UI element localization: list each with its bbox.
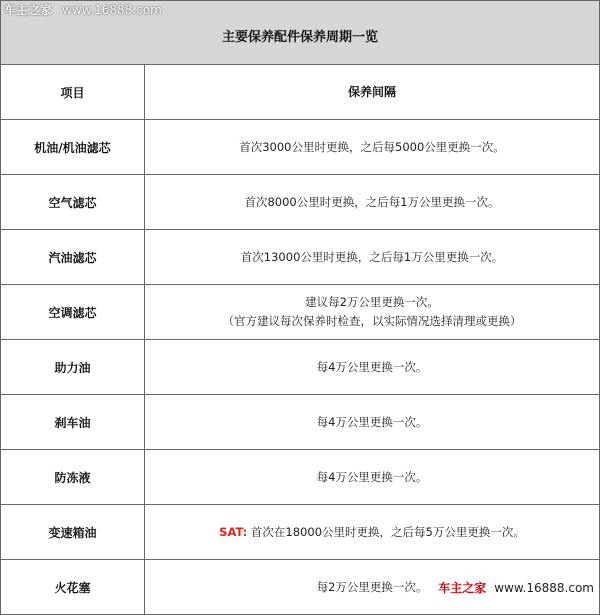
bottom-watermark (438, 579, 594, 597)
watermark-url: www.16888.com (62, 3, 162, 17)
row-item: 汽油滤芯 (1, 230, 145, 284)
row-interval (145, 395, 599, 449)
row-item: 空调滤芯 (1, 285, 145, 339)
row-item: 火花塞 (1, 560, 145, 614)
table-row (0, 230, 600, 285)
table-row (0, 285, 600, 340)
table-row (0, 395, 600, 450)
interval-note: （官方建议每次保养时检查，以实际情况选择清理或更换） (222, 314, 522, 328)
table-row (0, 175, 600, 230)
row-interval (145, 450, 599, 504)
table-title-text: 主要保养配件保养周期一览 (221, 30, 378, 45)
watermark-url: www.16888.com (494, 581, 594, 595)
row-item: 空气滤芯 (1, 175, 145, 229)
interval-text: 每4万公里更换一次。 (316, 414, 428, 429)
table-header-row (0, 65, 600, 120)
interval-text: 首次在18000公里时更换，之后每5万公里更换一次。 (250, 524, 525, 539)
interval-text: 首次13000公里时更换，之后每1万公里更换一次。 (240, 249, 504, 264)
watermark-brand: 车主之家 (4, 3, 53, 17)
table-row (0, 505, 600, 560)
row-interval (145, 340, 599, 394)
watermark-brand: 车主之家 (438, 581, 487, 595)
row-item: 变速箱油 (1, 505, 145, 559)
interval-text: 每2万公里更换一次。 (316, 579, 428, 594)
header-interval (145, 65, 599, 119)
header-interval-text: 保养间隔 (347, 84, 396, 99)
interval-text: 每4万公里更换一次。 (316, 469, 428, 484)
interval-text: 建议每2万公里更换一次。 (305, 295, 439, 309)
row-item: 刹车油 (1, 395, 145, 449)
header-item: 项目 (1, 65, 145, 119)
row-interval (145, 505, 599, 559)
table-row (0, 120, 600, 175)
row-item: 机油/机油滤芯 (1, 120, 145, 174)
top-watermark (0, 0, 190, 20)
row-interval (145, 285, 599, 339)
interval-text: 首次8000公里时更换，之后每1万公里更换一次。 (244, 194, 500, 209)
table-row (0, 450, 600, 505)
table-row (0, 340, 600, 395)
sat-label: SAT: (219, 524, 248, 539)
row-interval (145, 175, 599, 229)
row-interval (145, 120, 599, 174)
interval-text: 首次3000公里时更换，之后每5000公里更换一次。 (239, 139, 505, 154)
row-item: 防冻液 (1, 450, 145, 504)
row-item: 助力油 (1, 340, 145, 394)
interval-text: 每4万公里更换一次。 (316, 359, 428, 374)
row-interval (145, 230, 599, 284)
